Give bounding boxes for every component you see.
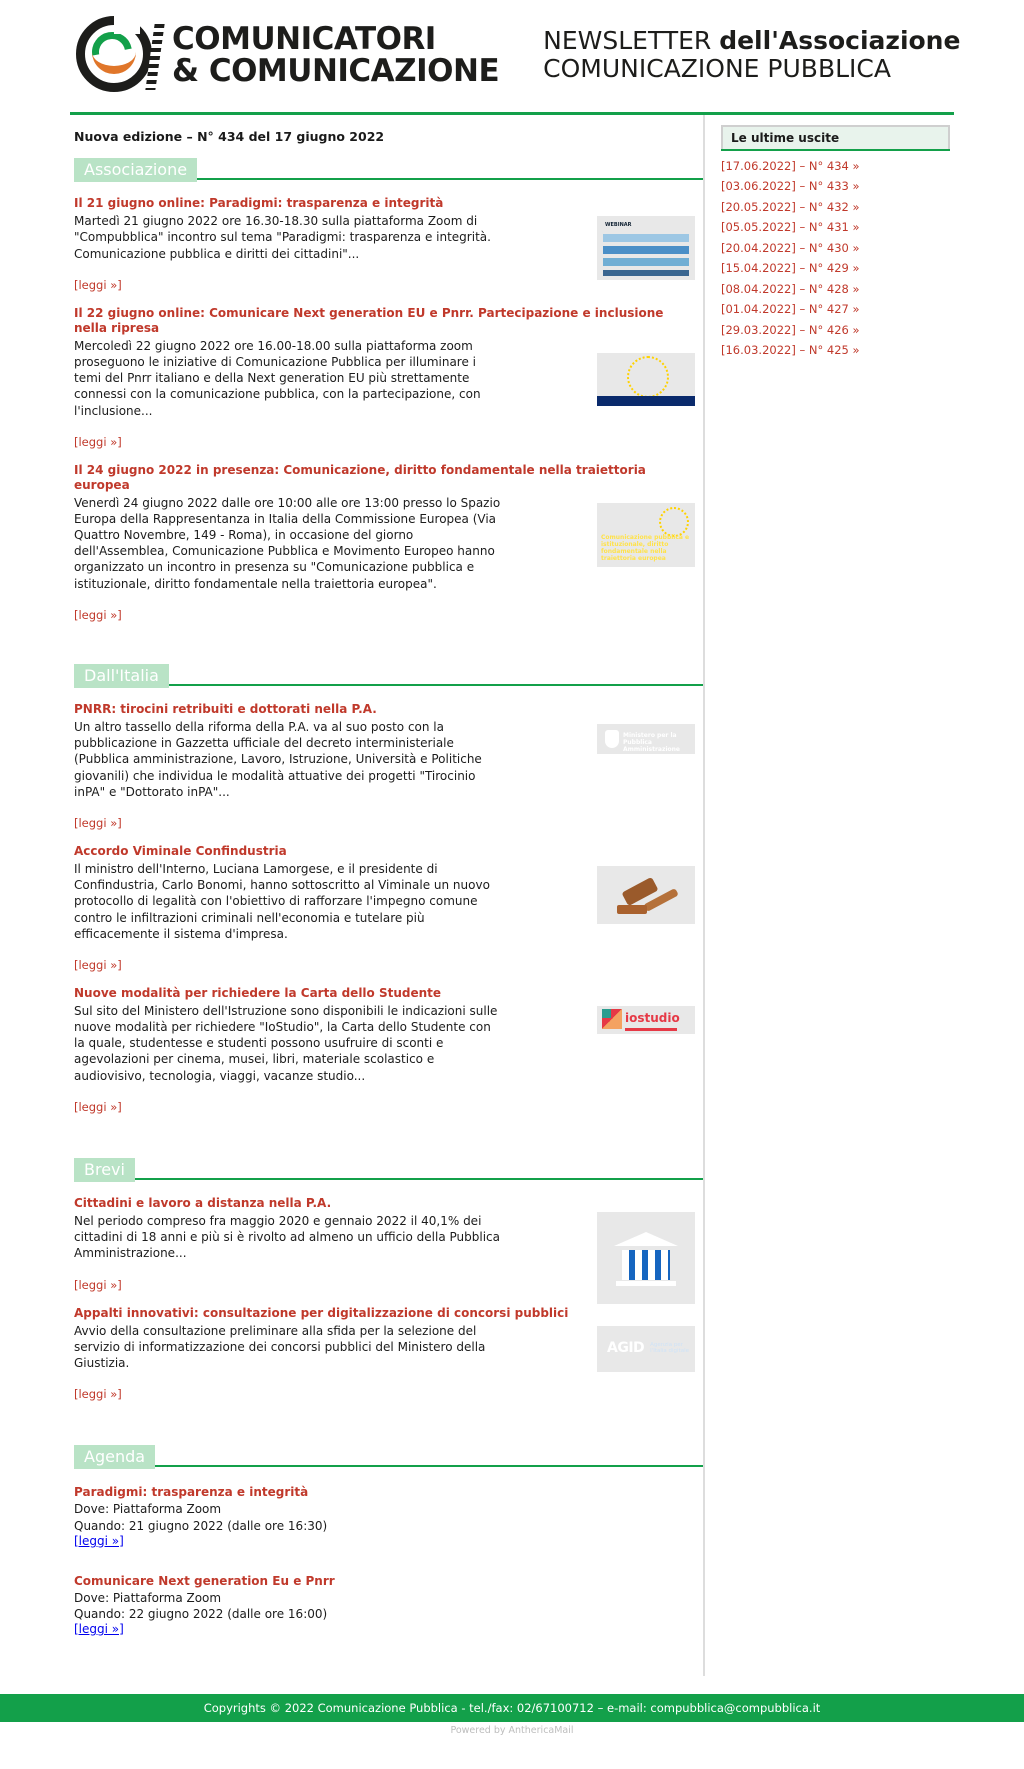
section-rule [135, 1178, 703, 1180]
article-item [74, 463, 703, 622]
sidebar-title: Le ultime uscite [721, 125, 950, 149]
read-more-link[interactable]: [leggi »] [74, 1622, 124, 1637]
article-item [74, 1196, 703, 1292]
agenda-item [74, 1485, 703, 1547]
section-chip: Associazione [74, 158, 197, 182]
section-header-brevi [74, 1158, 703, 1182]
article-body: Martedì 21 giugno 2022 ore 16.30-18.30 sulla piattaforma Zoom di "Compubblica" incontro sul tema "Paradigmi: trasparenza e integrità. Comunicazione pubblica e diritti dei cittadini"... [74, 214, 491, 261]
agenda-when: Quando: 21 giugno 2022 (dalle ore 16:30) [74, 1518, 328, 1533]
sidebar-item-issue[interactable]: [05.05.2022] – N° 431 » [721, 220, 860, 235]
edition-title: Nuova edizione – N° 434 del 17 giugno 2022 [74, 129, 385, 144]
sidebar-item-issue[interactable]: [03.06.2022] – N° 433 » [721, 179, 860, 194]
read-more-link[interactable]: [leggi »] [74, 1387, 122, 1402]
sidebar-item-issue[interactable]: [01.04.2022] – N° 427 » [721, 302, 860, 317]
article-body: Il ministro dell'Interno, Luciana Lamorgese, e il presidente di Confindustria, Carlo Bonomi, hanno sottoscritto al Viminale un nuovo protocollo di legalità con l'obiettivo di rafforzare l'impegno comune contro le infiltrazioni criminali nell'economia e tutelare più efficacemente il sistema d'impresa. [74, 861, 490, 941]
section-chip: Agenda [74, 1445, 155, 1469]
agenda-title[interactable]: Comunicare Next generation Eu e Pnrr [74, 1573, 335, 1588]
article-item [74, 702, 703, 830]
logo-mark-icon [70, 12, 162, 98]
article-thumbnail [597, 342, 695, 406]
agenda-when: Quando: 22 giugno 2022 (dalle ore 16:00) [74, 1606, 328, 1621]
masthead-newsletter-word: NEWSLETTER [543, 26, 720, 55]
agenda-where: Dove: Piattaforma Zoom [74, 1590, 222, 1605]
section-header-associazione [74, 158, 703, 182]
read-more-link[interactable]: [leggi »] [74, 1099, 122, 1114]
article-thumbnail: Ministero per la Pubblica Amministrazione [597, 724, 695, 754]
article-thumbnail [597, 866, 695, 924]
sidebar-item-issue[interactable]: [15.04.2022] – N° 429 » [721, 261, 860, 276]
main-column [70, 115, 705, 1676]
article-body: Avvio della consultazione preliminare alla sfida per la selezione del servizio di informatizzazione dei concorsi pubblici del Ministero della Giustizia. [74, 1323, 486, 1370]
article-thumbnail: Comunicazione pubblica e istituzionale, diritto fondamentale nella traiettoria europea [597, 493, 695, 567]
content-columns [0, 115, 1024, 1676]
sidebar-item-issue[interactable]: [20.05.2022] – N° 432 » [721, 199, 860, 214]
article-thumbnail [597, 1212, 695, 1304]
article-thumbnail: WEBINAR [597, 216, 695, 280]
section-rule [155, 1465, 703, 1467]
article-title[interactable]: Nuove modalità per richiedere la Carta dello Studente [74, 985, 442, 1000]
article-item [74, 986, 703, 1114]
article-title[interactable]: Appalti innovativi: consultazione per digitalizzazione di concorsi pubblici [74, 1305, 569, 1320]
read-more-link[interactable]: [leggi »] [74, 607, 122, 622]
read-more-link[interactable]: [leggi »] [74, 957, 122, 972]
sidebar [705, 115, 950, 1676]
article-title[interactable]: Il 24 giugno 2022 in presenza: Comunicazione, diritto fondamentale nella traiettoria europea [74, 462, 646, 492]
agenda-title[interactable]: Paradigmi: trasparenza e integrità [74, 1485, 309, 1500]
article-thumbnail: AGID Agenzia per l'Italia digitale [597, 1326, 695, 1372]
article-title[interactable]: PNRR: tirocini retribuiti e dottorati nella P.A. [74, 702, 377, 716]
section-chip: Brevi [74, 1158, 135, 1182]
sidebar-issue-list [721, 149, 950, 361]
logo-line-2: & COMUNICAZIONE [172, 53, 500, 89]
masthead-line-1 [543, 27, 960, 55]
agenda-item [74, 1574, 703, 1636]
logo-line-1: COMUNICATORI [172, 20, 436, 57]
page-header [0, 0, 1024, 106]
article-title[interactable]: Il 21 giugno online: Paradigmi: trasparenza e integrità [74, 196, 444, 211]
article-item [74, 844, 703, 972]
article-thumbnail: iostudio [597, 1006, 695, 1034]
read-more-link[interactable]: [leggi »] [74, 434, 122, 449]
sidebar-item-issue[interactable]: [29.03.2022] – N° 426 » [721, 322, 860, 337]
read-more-link[interactable]: [leggi »] [74, 1277, 122, 1292]
footer-powered-by: Powered by AnthericaMail [450, 1725, 574, 1737]
sidebar-item-issue[interactable]: [16.03.2022] – N° 425 » [721, 343, 860, 358]
read-more-link[interactable]: [leggi »] [74, 815, 122, 830]
section-rule [197, 178, 703, 180]
sidebar-item-issue[interactable]: [20.04.2022] – N° 430 » [721, 240, 860, 255]
article-body: Venerdì 24 giugno 2022 dalle ore 10:00 alle ore 13:00 presso lo Spazio Europa della Rappresentanza in Italia della Commissione Europea (Via Quattro Novembre, 149 - Roma), in occasione del giorno dell'Assemblea, Comunicazione Pubblica e Movimento Europeo hanno organizzato un incontro in presenza su "Comunicazione pubblica e istituzionale, diritto fondamentale nella traiettoria europea". [74, 495, 501, 591]
section-header-dallitalia [74, 664, 703, 688]
agenda-where: Dove: Piattaforma Zoom [74, 1502, 222, 1517]
article-body: Mercoledì 22 giugno 2022 ore 16.00-18.00 sulla piattaforma zoom proseguono le iniziative di Comunicazione Pubblica per illuminare i temi del Pnrr italiano e della Next generation EU più strettamente connessi con la comunicazione pubblica, con la partecipazione, con l'inclusione... [74, 338, 481, 418]
page-footer [0, 1694, 1024, 1746]
article-item [74, 306, 703, 449]
section-header-agenda [74, 1445, 703, 1469]
masthead-line-2: COMUNICAZIONE PUBBLICA [543, 54, 891, 83]
sidebar-item-issue[interactable]: [08.04.2022] – N° 428 » [721, 281, 860, 296]
masthead-association-word: dell'Associazione [719, 26, 961, 55]
article-body: Sul sito del Ministero dell'Istruzione sono disponibili le indicazioni sulle nuove modalità per richiedere "IoStudio", la Carta dello Studente con la quale, studentesse e studenti possono usufruire di sconti e agevolazioni per cinema, musei, libri, materiale scolastico e audiovisivo, tecnologia, viaggi, vacanze studio... [74, 1003, 498, 1083]
section-chip: Dall'Italia [74, 664, 169, 688]
read-more-link[interactable]: [leggi »] [74, 1533, 124, 1548]
article-body: Nel periodo compreso fra maggio 2020 e gennaio 2022 il 40,1% dei cittadini di 18 anni e più si è rivolto ad almeno un ufficio della Pubblica Amministrazione... [74, 1214, 500, 1261]
footer-copyright: Copyrights © 2022 Comunicazione Pubblica - tel./fax: 02/67100712 – e-mail: compubblica@compubblica.it [0, 1694, 1024, 1722]
article-title[interactable]: Accordo Viminale Confindustria [74, 843, 287, 858]
brand-logo [70, 12, 499, 98]
article-item [74, 196, 703, 292]
article-title[interactable]: Il 22 giugno online: Comunicare Next generation EU e Pnrr. Partecipazione e inclusione nella ripresa [74, 305, 664, 335]
newsletter-masthead [543, 27, 960, 83]
article-item [74, 1306, 703, 1402]
article-title[interactable]: Cittadini e lavoro a distanza nella P.A. [74, 1196, 332, 1210]
read-more-link[interactable]: [leggi »] [74, 277, 122, 292]
logo-text [172, 20, 500, 89]
article-body: Un altro tassello della riforma della P.A. va al suo posto con la pubblicazione in Gazzetta ufficiale del decreto interministeriale (Pubblica amministrazione, Lavoro, Istruzione, Università e Politiche giovanili) che individua le modalità attuative dei progetti "Tirocinio inPA" e "Dottorato inPA"... [74, 720, 482, 799]
section-rule [169, 684, 703, 686]
sidebar-item-issue[interactable]: [17.06.2022] – N° 434 » [721, 159, 860, 173]
